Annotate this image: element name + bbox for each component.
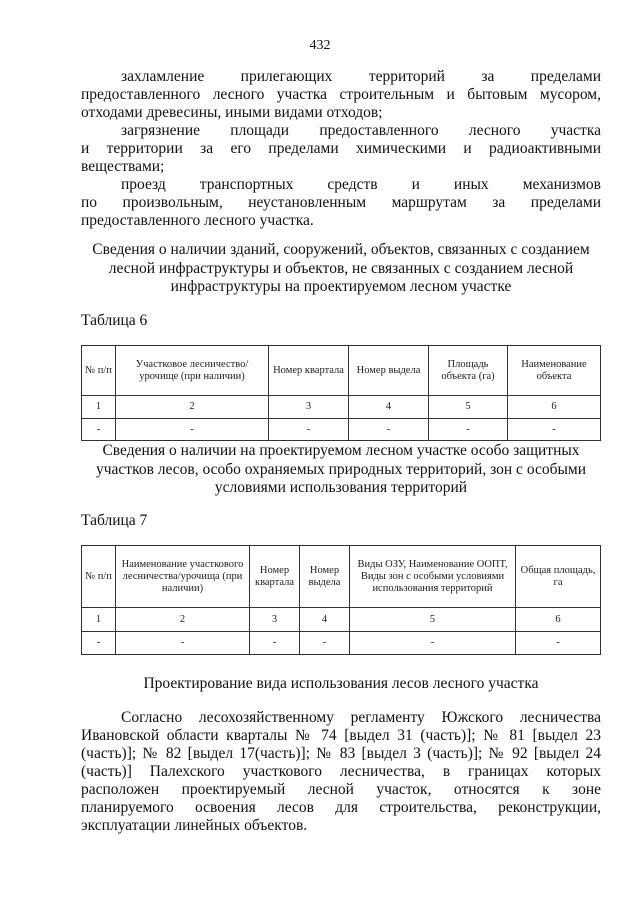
header-cell: Номер выдела	[300, 546, 350, 608]
paragraph-pollution: загрязнение площади предоставленного лесного участка и территории за его пределами химическими и радиоактивными веществами;	[81, 122, 601, 175]
header-cell: Наименование участкового лесничества/урочища (при наличии)	[116, 546, 250, 608]
header-cell: № п/п	[82, 546, 116, 608]
paragraph-vehicles: проезд транспортных средств и иных механизмов по произвольным, неустановленным маршрутам за пределами предоставленного лесного участка.	[81, 176, 601, 229]
table-header-row	[82, 546, 601, 608]
header-cell: Виды ОЗУ, Наименование ООПТ, Виды зон с особыми условиями использования территорий	[350, 546, 516, 608]
header-cell: Номер квартала	[269, 346, 349, 396]
table-6-caption: Таблица 6	[81, 312, 148, 329]
page-number: 432	[309, 38, 331, 53]
header-cell: Общая площадь, га	[516, 546, 601, 608]
table-row: - - - - - -	[82, 419, 601, 441]
header-cell: № п/п	[82, 346, 116, 396]
paragraph-forest-regulation: Согласно лесохозяйственному регламенту Южского лесничества Ивановской области кварталы № 74 [выдел 31 (часть)]; № 81 [выдел 23 (часть)]; № 82 [выдел 17(часть)]; № 83 [выдел 3 (часть)]; № 92 [выдел 24 (часть)] Палехского участкового лесничества, в границах которых расположен проектируемый лесной участок, относятся к зоне планируемого освоения лесов для строительства, реконструкции, эксплуатации линейных объектов.	[81, 709, 601, 834]
header-cell: Номер квартала	[250, 546, 300, 608]
header-cell: Номер выдела	[349, 346, 429, 396]
table-6	[81, 345, 601, 441]
section-heading-buildings: Сведения о наличии зданий, сооружений, объектов, связанных с созданием лесной инфраструктуры и объектов, не связанных с созданием лесной инфраструктуры на проектируемом лесном участке	[92, 241, 590, 295]
table-7	[81, 545, 601, 655]
table-row: 1 2 3 4 5 6	[82, 608, 601, 632]
header-cell: Наименование объекта	[508, 346, 601, 396]
table-7-caption: Таблица 7	[81, 512, 148, 529]
header-cell: Площадь объекта (га)	[429, 346, 508, 396]
table-header-row	[82, 346, 601, 396]
table-row: 1 2 3 4 5 6	[82, 396, 601, 419]
section-heading-protected-areas: Сведения о наличии на проектируемом лесном участке особо защитных участков лесов, особо охраняемых природных территорий, зон с особыми условиями использования территорий	[96, 442, 586, 496]
header-cell: Участковое лесничество/урочище (при наличии)	[116, 346, 269, 396]
section-heading-forest-use: Проектирование вида использования лесов лесного участка	[143, 675, 539, 692]
paragraph-littering: захламление прилегающих территорий за пределами предоставленного лесного участка строительным и бытовым мусором, отходами древесины, иными видами отходов;	[81, 68, 601, 121]
table-row: - - - - - -	[82, 632, 601, 655]
